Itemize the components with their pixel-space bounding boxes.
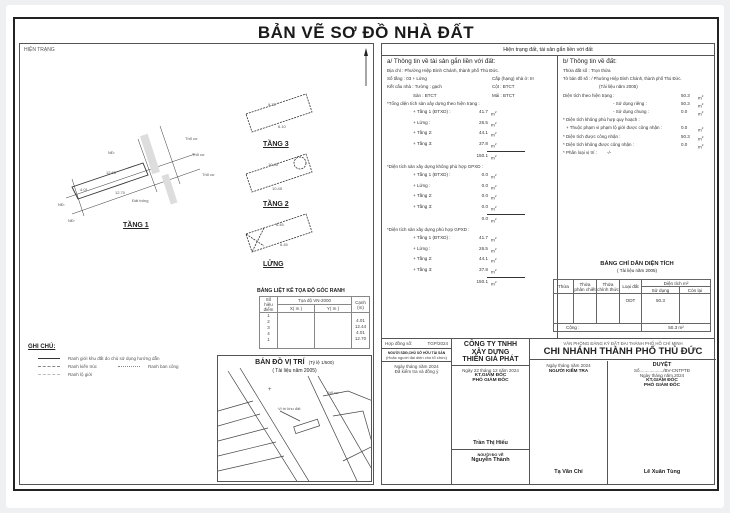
area-row: + Tầng 1 (ĐTXD) : 0.0 $m^2$ bbox=[413, 171, 497, 180]
area-row: + Lửng : 26.5 $m^2$ bbox=[413, 119, 497, 128]
current-status-label: HIỆN TRẠNG bbox=[24, 47, 55, 53]
svg-text:10.45: 10.45 bbox=[268, 162, 279, 167]
coord-table bbox=[259, 296, 370, 349]
svg-text:Thổ cư: Thổ cư bbox=[192, 152, 205, 157]
area-sum: 150.1 $m^2$ bbox=[476, 152, 497, 161]
drawing-frame bbox=[13, 17, 719, 491]
land-title: b/ Thông tin về đất: bbox=[563, 58, 617, 65]
col-edge: Cạnh (m) bbox=[352, 297, 370, 313]
area-sum: 0.0 $m^2$ bbox=[481, 215, 497, 224]
area-row: + Tầng 1 (ĐTXD) : 41.7 $m^2$ bbox=[413, 234, 497, 243]
svg-text:4.01: 4.01 bbox=[80, 187, 88, 192]
land-info bbox=[558, 56, 716, 339]
notes-title: GHI CHÚ: bbox=[28, 344, 56, 350]
nonconform-heading: *Diện tích sàn xây dựng không phù hợp GPXD : bbox=[387, 163, 484, 169]
location-map bbox=[217, 355, 372, 482]
dotted-line-icon bbox=[118, 366, 140, 367]
land-recognized: * Diện tích được công nhận : 50.3 $m^2$ bbox=[563, 133, 704, 142]
info-header: Hiện trạng đất, tài sản gắn liền với đất bbox=[381, 43, 715, 56]
coord-table-title: BẢNG LIỆT KÊ TỌA ĐỘ GÓC RANH bbox=[257, 288, 345, 294]
area-row: + Tầng 3: 0.0 $m^2$ bbox=[413, 204, 497, 212]
svg-text:Thổ cư: Thổ cư bbox=[185, 136, 198, 141]
area-sum: 150.1 $m^2$ bbox=[476, 278, 497, 287]
area-table-subtitle: ( Tài liệu năm 2005) bbox=[617, 268, 657, 273]
land-unrecognized: * Diện tích không được công nhận : 0.0 $m^2$ bbox=[563, 141, 704, 150]
area-row: + Tầng 2: 44.1 $m^2$ bbox=[413, 130, 497, 139]
svg-text:Thổ cư: Thổ cư bbox=[326, 390, 339, 395]
land-private: - Sử dụng riêng : 50.3 $m^2$ bbox=[613, 100, 704, 109]
svg-text:9.72: 9.72 bbox=[268, 102, 276, 107]
svg-text:6.45: 6.45 bbox=[280, 242, 288, 247]
area-row: + Tầng 1 (ĐTXD) : 41.7 $m^2$ bbox=[413, 109, 497, 117]
svg-text:Vị trí khu đất: Vị trí khu đất bbox=[278, 406, 301, 411]
dat-trong-label: Đất trống bbox=[132, 198, 149, 203]
area-row: + Tầng 2: 44.1 $m^2$ bbox=[413, 256, 497, 264]
asset-floors: Số tầng : 03 + Lửng Cấp (hạng) nhà ở: III bbox=[387, 76, 534, 82]
checker-cell: Ngày tháng năm 2024 NGƯỜI KIỂM TRA Tạ Văn Chí bbox=[530, 361, 608, 485]
area-row: + Tầng 3: 37.8 $m^2$ bbox=[413, 266, 497, 275]
asset-address: Địa chỉ : Phường Hiệp Bình Chánh, thành phố Thủ Đức. bbox=[387, 68, 499, 73]
land-parcel: Thửa đất số : Trọn thửa bbox=[563, 68, 611, 73]
svg-text:6.10: 6.10 bbox=[278, 124, 286, 129]
floor-label-tang1: TẦNG 1 bbox=[123, 222, 149, 229]
area-table-total: Cộng : 50.3 m² bbox=[554, 324, 711, 332]
area-row: + Tầng 3: 37.8 $m^2$ bbox=[413, 141, 497, 149]
contract-number: Hợp đồng số: TGP/2024 bbox=[382, 339, 451, 349]
land-map-sheet: Tờ bản đồ số : / Phường Hiệp Bình Chánh, thành phố Thủ Đức. bbox=[563, 76, 682, 82]
svg-text:12.70: 12.70 bbox=[115, 190, 126, 195]
land-nonplan: * Diện tích không phù hợp quy hoạch : bbox=[563, 117, 640, 123]
info-box bbox=[381, 56, 715, 339]
solid-line-icon bbox=[38, 358, 60, 359]
point-list: 1 2 3 4 1 bbox=[260, 313, 278, 349]
floor-label-tang3: TẦNG 3 bbox=[263, 141, 289, 148]
svg-text:12.63: 12.63 bbox=[106, 170, 117, 175]
col-coord: Tọa độ VN-2000 bbox=[278, 297, 352, 305]
total-area-heading: *Tổng diện tích sàn xây dựng theo hiện trạng : bbox=[387, 100, 480, 106]
office-cell: VĂN PHÒNG ĐĂNG KÝ ĐẤT ĐAI THÀNH PHỐ HỒ CHÍ MINH CHI NHÁNH THÀNH PHỐ THỦ ĐỨC Ngày tháng năm 2024 NGƯỜI KIỂM TRA Tạ Văn Chí DUYỆT Số.................../BV-CNTPTĐ Ngày tháng năm 2024 KT.GIÁM ĐỐC PHÓ GIÁM ĐỐC Lê Xuân Tùng bbox=[530, 339, 716, 485]
document-sheet bbox=[6, 5, 724, 508]
area-table-row: ODT 50.3 bbox=[554, 294, 711, 324]
land-shared: - Sử dụng chung : 0.0 $m^2$ bbox=[613, 109, 704, 117]
land-doc-year: (Tài liệu năm 2005) bbox=[599, 84, 638, 90]
location-map-subtitle: ( Tài liệu năm 2005) bbox=[272, 368, 317, 374]
signature-block bbox=[381, 339, 715, 485]
location-map-title: BẢN ĐỒ VỊ TRÍ (Tỷ lệ 1/500) bbox=[255, 359, 334, 366]
conform-heading: *Diện tích sàn xây dựng phù hợp GPXD : bbox=[387, 226, 470, 232]
company-cell: CÔNG TY TNHH XÂY DỰNG THIÊN GIA PHÁT Ngày 22 tháng 12 năm 2024 KT.GIÁM ĐỐC PHÓ GIÁM ĐỐC Trần Thị Hiếu NGƯỜI ĐO VẼ Nguyễn Thành bbox=[452, 339, 530, 485]
svg-text:NĐ:: NĐ: bbox=[108, 150, 115, 155]
area-row: + Lửng : 0.0 $m^2$ bbox=[413, 182, 497, 191]
area-table-title: BẢNG CHỈ DẪN DIỆN TÍCH bbox=[600, 261, 674, 267]
page-title: BẢN VẼ SƠ ĐỒ NHÀ ĐẤT bbox=[257, 23, 475, 42]
land-in-row: + Thuộc phạm vi phạm lộ giới được công nhận : 0.0 $m^2$ bbox=[566, 125, 704, 133]
legend-architecture: Ranh kiến trúc Ranh ban công bbox=[38, 364, 179, 369]
svg-text:Thổ cư: Thổ cư bbox=[202, 172, 215, 177]
svg-text:NĐ:: NĐ: bbox=[68, 218, 75, 223]
svg-text:+: + bbox=[268, 387, 272, 393]
floor-label-lung: LỬNG bbox=[263, 261, 284, 268]
info-panel bbox=[381, 43, 715, 485]
svg-text:6.45: 6.45 bbox=[276, 222, 284, 227]
svg-text:10.45: 10.45 bbox=[272, 186, 283, 191]
col-point: Số hiệu điểm bbox=[260, 297, 278, 313]
asset-info bbox=[382, 56, 558, 339]
land-position: * Phân loại vị trí : -/- bbox=[563, 150, 612, 156]
asset-structure: Kết cấu nhà : Tường : gạch Cột : BTCT bbox=[387, 84, 515, 90]
surveyor-block: NGƯỜI ĐO VẼ Nguyễn Thành bbox=[452, 449, 529, 463]
svg-text:NĐ:: NĐ: bbox=[58, 202, 65, 207]
location-map-drawing bbox=[218, 356, 372, 482]
drawing-panel bbox=[19, 43, 374, 485]
road-line-icon bbox=[38, 374, 60, 375]
col-x: X( m ) bbox=[278, 305, 315, 313]
asset-title: a/ Thông tin về tài sản gắn liền với đất: bbox=[387, 58, 496, 65]
area-row: + Lửng : 26.5 $m^2$ bbox=[413, 245, 497, 254]
legend-boundary: Ranh giới khu đất do chủ sử dụng hướng dẫn bbox=[38, 356, 160, 361]
area-row: + Tầng 2: 0.0 $m^2$ bbox=[413, 193, 497, 201]
col-y: Y( m ) bbox=[315, 305, 352, 313]
owner-cell: Hợp đồng số: TGP/2024 NGƯỜI SDĐ,CHỦ SỞ HỮU TÀI SẢN (Hoặc người đại diện cho tổ chức) Ngày tháng năm 2024 Đã kiểm tra và đồng ý bbox=[382, 339, 452, 485]
legend-road: Ranh lộ giới bbox=[38, 372, 92, 377]
edge-list: 4.01 12.44 4.01 12.70 bbox=[352, 313, 370, 349]
dashed-line-icon bbox=[38, 366, 60, 367]
approval-cell: DUYỆT Số.................../BV-CNTPTĐ Ngày tháng năm 2024 KT.GIÁM ĐỐC PHÓ GIÁM ĐỐC Lê Xuân Tùng bbox=[633, 362, 690, 475]
land-area-current: Diện tích theo hiện trạng : 50.3 $m^2$ bbox=[563, 92, 704, 101]
area-table: Thửa Thửa phân chiết Thửa chính thức Loại đất Diện tích m² Sử dụng Còn lại ODT 50.3 Cộng : 50.3 m² bbox=[553, 279, 711, 332]
asset-floor-material: Sàn : BTCT Mái : BTCT bbox=[413, 92, 515, 98]
floor-label-tang2: TẦNG 2 bbox=[263, 201, 289, 208]
